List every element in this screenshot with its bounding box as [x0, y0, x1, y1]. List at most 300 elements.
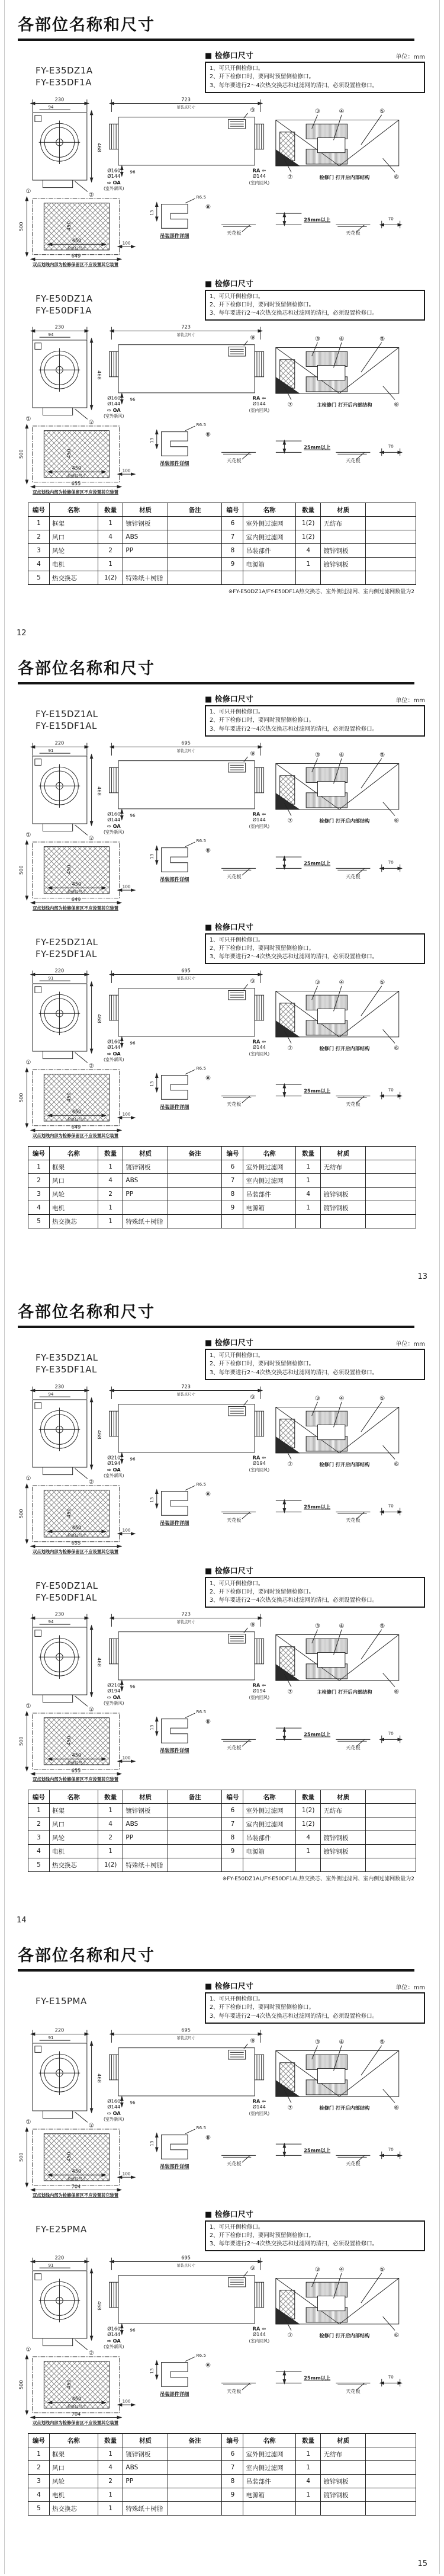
table-cell	[365, 2502, 416, 2516]
callout-9: ⑨	[250, 107, 256, 114]
callout-3: ③	[314, 751, 320, 759]
door-open-note: 检修门 打开后内部结构	[319, 2332, 370, 2339]
table-header-cell: 名称	[243, 2434, 295, 2447]
svg-text:Ø160: Ø160	[107, 1038, 121, 1045]
svg-text:655: 655	[71, 1540, 81, 1546]
svg-text:220: 220	[54, 2027, 65, 2033]
inspection-size-block	[205, 1980, 425, 2024]
table-cell	[295, 2502, 321, 2516]
callout-3: ③	[314, 1623, 320, 1630]
table-cell: 镀锌钢板	[321, 2475, 365, 2488]
ceiling-label: 天花板	[226, 873, 242, 879]
svg-text:Ø144: Ø144	[107, 2103, 121, 2110]
svg-text:100: 100	[122, 468, 131, 473]
table-cell	[168, 544, 222, 558]
svg-text:(室外新风): (室外新风)	[103, 1700, 124, 1706]
parts-table	[28, 1790, 416, 1872]
table-cell: 1(2)	[295, 1804, 321, 1817]
table-cell: 7	[222, 2461, 243, 2475]
callout-2: ②	[88, 191, 94, 199]
callout-3: ③	[314, 108, 320, 115]
table-cell: 框架	[49, 1160, 98, 1174]
model-numbers	[36, 65, 93, 89]
svg-text:(室外新风): (室外新风)	[103, 829, 124, 835]
table-cell: 4	[28, 1845, 49, 1858]
svg-text:R6.5: R6.5	[196, 2124, 207, 2130]
oa-label: ⇨ OA	[107, 1694, 121, 1701]
svg-text:13: 13	[149, 1724, 155, 1731]
svg-text:检修口尺寸: 检修口尺寸	[67, 2405, 86, 2409]
table-row	[28, 1160, 416, 1174]
callout-1: ①	[25, 1703, 31, 1710]
svg-text:(室内回风): (室内回风)	[249, 823, 270, 829]
oa-label: ⇨ OA	[107, 2338, 121, 2344]
inspection-size-block	[205, 277, 425, 321]
svg-text:96: 96	[130, 396, 136, 402]
svg-text:吊装点尺寸: 吊装点尺寸	[176, 2264, 195, 2268]
table-cell: 9	[222, 1845, 243, 1858]
table-header-row	[28, 1147, 416, 1160]
svg-text:96: 96	[130, 2327, 136, 2333]
model-number: FY-E35DZ1AL	[36, 1352, 98, 1363]
table-cell: 7	[222, 1817, 243, 1831]
model-number: FY-E50DF1A	[36, 305, 92, 316]
svg-text:450: 450	[72, 465, 82, 471]
table-cell: 1(2)	[295, 517, 321, 530]
inspection-notes-box	[205, 2220, 425, 2252]
inspection-note: 1、可只开侧检修口。	[210, 2223, 264, 2231]
table-cell	[321, 2502, 365, 2516]
callout-2: ②	[88, 1063, 94, 1070]
dimension-drawing	[15, 94, 429, 269]
table-cell: 无纺布	[321, 1160, 365, 1174]
svg-text:R6.5: R6.5	[196, 194, 207, 200]
table-cell	[243, 2502, 295, 2516]
inspection-note: 1、可只开侧检修口。	[210, 65, 264, 72]
table-cell: 1	[28, 517, 49, 530]
svg-text:Ø144: Ø144	[252, 2331, 266, 2338]
table-row	[28, 1188, 416, 1201]
callout-9: ⑨	[250, 750, 256, 757]
inspection-notes-box	[205, 933, 425, 965]
table-cell: 室外侧过滤网	[243, 1160, 295, 1174]
table-cell	[168, 1858, 222, 1872]
callout-3: ③	[314, 1395, 320, 1402]
oa-label: ⇨ OA	[107, 1466, 121, 1473]
svg-text:吊装点尺寸: 吊装点尺寸	[176, 748, 195, 753]
bracket-detail-label: 吊装部件详细	[160, 2391, 189, 2398]
table-cell	[365, 2447, 416, 2461]
svg-text:468: 468	[96, 2073, 103, 2083]
svg-text:655: 655	[71, 480, 81, 487]
table-cell: 4	[295, 544, 321, 558]
door-open-note: 检修门 打开后内部结构	[319, 2104, 370, 2111]
ceiling-label: 天花板	[226, 457, 242, 464]
table-cell: 室外侧过滤网	[243, 2447, 295, 2461]
svg-text:230: 230	[54, 1611, 65, 1617]
clearance-label: 25mm以上	[304, 444, 331, 450]
callout-6: ⑥	[394, 402, 400, 409]
page-title: 各部位名称和尺寸	[18, 1943, 414, 1972]
table-cell: 7	[222, 530, 243, 544]
dimension-drawing	[15, 965, 429, 1140]
table-cell	[168, 530, 222, 544]
callout-8: ⑧	[205, 204, 211, 211]
table-cell: 热交换芯	[49, 1215, 98, 1228]
table-cell: 9	[222, 558, 243, 571]
table-cell: 5	[28, 2502, 49, 2516]
svg-text:Ø160: Ø160	[107, 811, 121, 817]
table-cell: 镀锌钢板	[123, 1160, 168, 1174]
inspection-size-block	[205, 2208, 425, 2252]
svg-text:468: 468	[96, 1429, 103, 1439]
ra-label: RA ⇦	[252, 1038, 266, 1045]
svg-text:94: 94	[48, 332, 54, 338]
svg-text:96: 96	[130, 812, 136, 818]
callout-9: ⑨	[250, 1622, 256, 1629]
page-number: 15	[417, 2559, 427, 2568]
table-cell	[168, 517, 222, 530]
callout-1: ①	[25, 188, 31, 195]
parts-table	[28, 1146, 416, 1228]
model-section	[15, 1980, 429, 2200]
callout-5: ⑤	[379, 1623, 385, 1630]
table-cell	[168, 558, 222, 571]
ceiling-label: 天花板	[346, 1516, 361, 1523]
table-cell: 1	[295, 558, 321, 571]
table-cell: 室外侧过滤网	[243, 1804, 295, 1817]
table-cell: 1	[28, 1804, 49, 1817]
svg-text:450: 450	[65, 1092, 72, 1102]
svg-text:91: 91	[48, 747, 54, 753]
svg-text:Ø160: Ø160	[107, 167, 121, 174]
table-cell: 4	[28, 558, 49, 571]
table-cell: 框架	[49, 517, 98, 530]
table-cell	[365, 1845, 416, 1858]
table-header-cell: 材质	[321, 2434, 365, 2447]
inspection-notes-box	[205, 1577, 425, 1608]
table-cell: 风口	[49, 530, 98, 544]
svg-text:70: 70	[388, 2146, 394, 2152]
svg-text:Ø194: Ø194	[107, 1688, 121, 1694]
table-cell: 风轮	[49, 2475, 98, 2488]
ra-label: RA ⇦	[252, 1454, 266, 1461]
inspection-note: 3、每年要进行2～4次热交换芯和过滤网的清扫，必须设置检修口。	[210, 1369, 378, 1376]
table-cell: 6	[222, 2447, 243, 2461]
svg-text:655: 655	[71, 1767, 81, 1774]
svg-text:R6.5: R6.5	[196, 1065, 207, 1071]
table-cell	[365, 544, 416, 558]
table-row	[28, 571, 416, 585]
table-header-cell: 材质	[321, 1147, 365, 1160]
clearance-label: 25mm以上	[304, 1087, 331, 1094]
callout-2: ②	[88, 1707, 94, 1714]
table-row	[28, 1845, 416, 1858]
svg-text:704: 704	[71, 2411, 81, 2417]
table-cell	[365, 1831, 416, 1845]
svg-text:Ø144: Ø144	[107, 816, 121, 823]
ceiling-label: 天花板	[226, 229, 242, 236]
svg-text:96: 96	[130, 1684, 136, 1689]
callout-4: ④	[339, 1395, 345, 1402]
table-cell: 1	[98, 558, 123, 571]
svg-text:吊装点尺寸: 吊装点尺寸	[176, 977, 195, 981]
table-cell: 风口	[49, 1174, 98, 1188]
model-section	[15, 1564, 429, 1784]
table-cell: 吊装部件	[243, 2475, 295, 2488]
callout-7: ⑦	[287, 2104, 293, 2111]
callout-6: ⑥	[394, 1045, 400, 1052]
callout-6: ⑥	[394, 2104, 400, 2111]
table-cell: 电机	[49, 1845, 98, 1858]
table-cell: 镀锌钢板	[321, 2488, 365, 2502]
inspection-note: 2、开下检修口时，要同时预留侧检修口。	[210, 301, 315, 308]
callout-6: ⑥	[394, 1689, 400, 1696]
table-header-cell: 数量	[98, 2434, 123, 2447]
door-open-note: 主检修门 打开后内部结构	[317, 1689, 372, 1695]
inspection-size-heading: ■ 检修口尺寸	[205, 279, 253, 289]
svg-text:723: 723	[181, 324, 191, 330]
svg-text:70: 70	[388, 859, 394, 865]
table-cell: 室外侧过滤网	[243, 517, 295, 530]
svg-text:Ø194: Ø194	[252, 1688, 266, 1694]
svg-text:Ø144: Ø144	[252, 816, 266, 823]
dimension-drawing	[15, 1609, 429, 1784]
table-row	[28, 2475, 416, 2488]
table-cell: 5	[28, 1858, 49, 1872]
svg-text:96: 96	[130, 2100, 136, 2105]
table-cell	[168, 1215, 222, 1228]
table-header-cell: 编号	[28, 1790, 49, 1804]
svg-text:Ø194: Ø194	[107, 1460, 121, 1466]
table-cell	[321, 1858, 365, 1872]
svg-text:450: 450	[65, 1508, 72, 1518]
svg-text:94: 94	[48, 1391, 54, 1397]
table-cell: 无纺布	[321, 2447, 365, 2461]
oa-label: ⇨ OA	[107, 179, 121, 185]
inspection-note: 1、可只开侧检修口。	[210, 293, 264, 300]
svg-text:220: 220	[54, 967, 65, 974]
svg-text:13: 13	[149, 853, 155, 859]
svg-text:(室外新风): (室外新风)	[103, 413, 124, 419]
inspection-size-heading: ■ 检修口尺寸	[205, 923, 253, 932]
table-cell: PP	[123, 1831, 168, 1845]
callout-5: ⑤	[379, 108, 385, 115]
inspection-note: 2、开下检修口时，要同时预留侧检修口。	[210, 717, 315, 724]
inspection-size-block	[205, 693, 425, 737]
svg-text:96: 96	[130, 169, 136, 175]
model-section	[15, 1336, 429, 1556]
table-row	[28, 2488, 416, 2502]
table-cell: 无纺布	[321, 517, 365, 530]
table-header-cell: 材质	[321, 503, 365, 517]
inspection-note: 1、可只开侧检修口。	[210, 709, 264, 715]
table-header-row	[28, 503, 416, 517]
bracket-detail-label: 吊装部件详细	[160, 1104, 189, 1111]
oa-label: ⇨ OA	[107, 1051, 121, 1057]
model-number: FY-E50DF1AL	[36, 1592, 97, 1603]
table-cell	[168, 1845, 222, 1858]
inspection-note: 2、开下检修口时，要同时预留侧检修口。	[210, 945, 315, 952]
ra-label: RA ⇦	[252, 395, 266, 401]
table-cell: 特殊纸＋树脂	[123, 571, 168, 585]
table-cell: 风轮	[49, 1188, 98, 1201]
table-cell	[321, 1817, 365, 1831]
table-cell: 风轮	[49, 1831, 98, 1845]
table-cell: 4	[295, 2475, 321, 2488]
svg-text:检修口尺寸: 检修口尺寸	[67, 1533, 86, 1538]
table-cell: 吊装部件	[243, 1831, 295, 1845]
svg-text:Ø160: Ø160	[107, 2098, 121, 2104]
table-header-cell: 名称	[49, 1790, 98, 1804]
table-cell: 镀锌钢板	[321, 544, 365, 558]
parts-table	[28, 503, 416, 585]
unit-label: 单位：mm	[395, 1341, 425, 1348]
svg-text:70: 70	[388, 1087, 394, 1093]
table-cell: 电机	[49, 558, 98, 571]
svg-text:(室外新风): (室外新风)	[103, 1057, 124, 1063]
svg-text:723: 723	[181, 96, 191, 103]
ra-label: RA ⇦	[252, 167, 266, 174]
table-cell: 1	[295, 1160, 321, 1174]
svg-text:695: 695	[181, 2254, 191, 2261]
inspection-note: 3、每年要进行2～4次热交换芯和过滤网的清扫，必须设置检修口。	[210, 2241, 378, 2248]
svg-text:723: 723	[181, 1383, 191, 1390]
reserve-area-note: 双点划线内部为检修保留区不应设置其它装置	[33, 1777, 119, 1783]
model-numbers	[36, 1995, 87, 2007]
model-section	[15, 921, 429, 1141]
svg-text:450: 450	[65, 221, 72, 231]
inspection-size-block	[205, 921, 425, 965]
inspection-note: 3、每年要进行2～4次热交换芯和过滤网的清扫，必须设置检修口。	[210, 2012, 378, 2020]
inspection-size-heading: ■ 检修口尺寸	[205, 1339, 253, 1348]
inspection-notes-box	[205, 290, 425, 321]
table-cell: 4	[98, 1174, 123, 1188]
svg-text:R6.5: R6.5	[196, 1481, 207, 1487]
callout-9: ⑨	[250, 978, 256, 985]
callout-7: ⑦	[287, 2332, 293, 2340]
callout-7: ⑦	[287, 174, 293, 181]
table-cell: 镀锌钢板	[123, 2447, 168, 2461]
svg-text:13: 13	[149, 2140, 155, 2146]
table-cell	[365, 1804, 416, 1817]
callout-1: ①	[25, 1060, 31, 1067]
table-cell: 吊装部件	[243, 544, 295, 558]
inspection-size-heading: ■ 检修口尺寸	[205, 695, 253, 704]
table-header-cell: 数量	[295, 503, 321, 517]
table-cell	[365, 2461, 416, 2475]
table-cell: 1(2)	[98, 1858, 123, 1872]
inspection-note: 3、每年要进行2～4次热交换芯和过滤网的清扫，必须设置检修口。	[210, 725, 378, 732]
inspection-note: 1、可只开侧检修口。	[210, 1996, 264, 2002]
clearance-label: 25mm以上	[304, 860, 331, 866]
table-cell	[365, 1817, 416, 1831]
oa-label: ⇨ OA	[107, 823, 121, 829]
callout-3: ③	[314, 2039, 320, 2046]
table-cell	[365, 1188, 416, 1201]
callout-2: ②	[88, 835, 94, 842]
svg-text:13: 13	[149, 210, 155, 216]
svg-text:(室外新风): (室外新风)	[103, 185, 124, 191]
svg-text:(室内回风): (室内回风)	[249, 2110, 270, 2116]
svg-text:96: 96	[130, 1040, 136, 1046]
svg-text:450: 450	[72, 2395, 82, 2402]
clearance-label: 25mm以上	[304, 2375, 331, 2381]
table-cell: 4	[295, 1188, 321, 1201]
table-cell	[222, 1858, 243, 1872]
model-section	[15, 2208, 429, 2428]
table-cell: 4	[28, 1201, 49, 1215]
oa-label: ⇨ OA	[107, 407, 121, 414]
table-cell: 1	[98, 517, 123, 530]
table-header-cell: 编号	[222, 503, 243, 517]
svg-text:(室外新风): (室外新风)	[103, 2344, 124, 2350]
model-numbers	[36, 2223, 87, 2235]
callout-2: ②	[88, 2350, 94, 2357]
table-cell	[243, 1215, 295, 1228]
table-cell: 9	[222, 2488, 243, 2502]
inspection-size-heading: ■ 检修口尺寸	[205, 1982, 253, 1991]
table-cell: 1	[98, 2447, 123, 2461]
svg-text:吊装点尺寸: 吊装点尺寸	[176, 105, 195, 110]
callout-5: ⑤	[379, 751, 385, 759]
svg-text:(室外新风): (室外新风)	[103, 2116, 124, 2122]
bracket-detail-label: 吊装部件详细	[160, 2163, 189, 2169]
table-header-cell: 数量	[295, 2434, 321, 2447]
table-cell	[365, 2475, 416, 2488]
table-row	[28, 1817, 416, 1831]
inspection-size-heading: ■ 检修口尺寸	[205, 52, 253, 60]
table-cell: 镀锌钢板	[321, 1845, 365, 1858]
table-cell: 8	[222, 2475, 243, 2488]
table-cell: 4	[98, 2461, 123, 2475]
svg-text:Ø210: Ø210	[107, 1454, 121, 1461]
page-footer	[17, 629, 427, 638]
table-cell	[295, 571, 321, 585]
table-cell: 3	[28, 1188, 49, 1201]
callout-8: ⑧	[205, 431, 211, 439]
model-number: FY-E25DZ1AL	[36, 936, 98, 948]
svg-text:Ø144: Ø144	[107, 1044, 121, 1051]
unit-label: 单位：mm	[395, 54, 425, 60]
model-number: FY-E50DZ1AL	[36, 1580, 98, 1591]
table-cell: 4	[295, 1831, 321, 1845]
table-header-cell: 材质	[123, 1790, 168, 1804]
svg-text:R6.5: R6.5	[196, 837, 207, 843]
door-open-note: 检修门 打开后内部结构	[319, 174, 370, 180]
svg-text:Ø144: Ø144	[252, 2103, 266, 2110]
svg-text:500: 500	[18, 1509, 24, 1518]
table-header-cell: 数量	[98, 1790, 123, 1804]
svg-text:468: 468	[96, 2301, 103, 2311]
table-cell: 无纺布	[321, 1804, 365, 1817]
table-cell	[365, 571, 416, 585]
table-cell: 特殊纸＋树脂	[123, 2502, 168, 2516]
bracket-detail-label: 吊装部件详细	[160, 876, 189, 882]
table-cell: 4	[28, 2488, 49, 2502]
table-header-cell: 数量	[295, 1790, 321, 1804]
ra-label: RA ⇦	[252, 2098, 266, 2104]
table-row	[28, 2461, 416, 2475]
table-cell	[168, 1188, 222, 1201]
svg-text:检修口尺寸: 检修口尺寸	[67, 2177, 86, 2181]
callout-5: ⑤	[379, 980, 385, 987]
svg-text:468: 468	[96, 786, 103, 796]
table-cell: 电源箱	[243, 1845, 295, 1858]
callout-6: ⑥	[394, 2332, 400, 2340]
table-row	[28, 558, 416, 571]
clearance-label: 25mm以上	[304, 2147, 331, 2153]
